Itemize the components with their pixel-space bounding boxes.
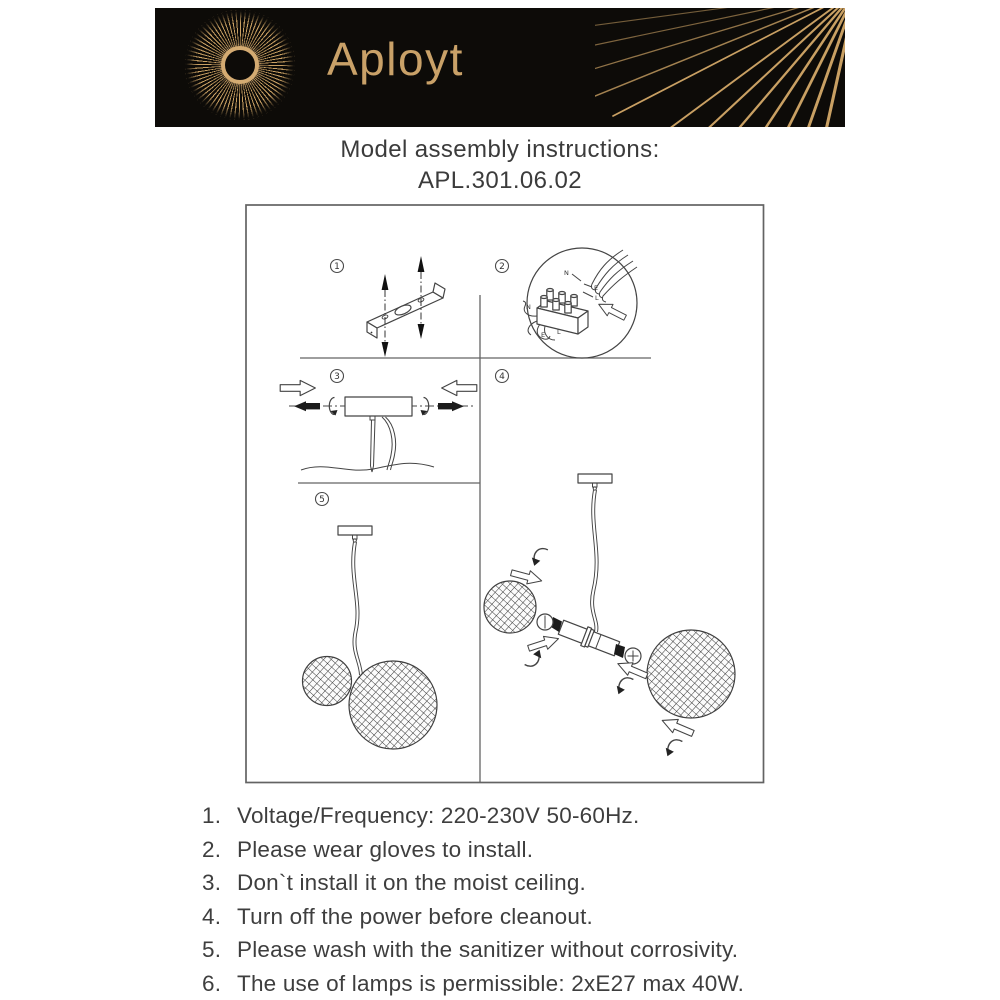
assembly-diagram bbox=[245, 204, 765, 784]
step-2-badge bbox=[496, 260, 509, 273]
wire-label-n: N bbox=[526, 303, 531, 311]
svg-text:5: 5 bbox=[319, 495, 325, 505]
item-text: Voltage/Frequency: 220-230V 50-60Hz. bbox=[237, 803, 640, 828]
instruction-item bbox=[0, 833, 1000, 867]
svg-text:1: 1 bbox=[334, 262, 340, 272]
assembly-diagram-canvas bbox=[245, 204, 765, 784]
screw bbox=[306, 403, 320, 409]
brand-name: Aployt bbox=[327, 33, 464, 85]
wire-label-l: L bbox=[595, 294, 599, 302]
item-number: 6. bbox=[202, 970, 222, 996]
instruction-item bbox=[0, 933, 1000, 967]
mesh-shade-small bbox=[303, 657, 352, 706]
corner-rays-icon bbox=[595, 8, 845, 127]
item-number: 3. bbox=[202, 870, 222, 895]
item-text: Don`t install it on the moist ceiling. bbox=[237, 870, 587, 895]
item-number: 4. bbox=[202, 903, 222, 929]
wire-label-n: N bbox=[564, 269, 569, 277]
ceiling-plate bbox=[578, 474, 612, 483]
step-5-badge bbox=[316, 493, 329, 506]
instruction-item bbox=[0, 967, 1000, 1000]
svg-text:2: 2 bbox=[499, 262, 505, 272]
item-text: The use of lamps is permissible: 2xE27 max 40W. bbox=[237, 970, 745, 996]
wire-label-e: E bbox=[594, 284, 599, 292]
mesh-shade-small bbox=[484, 581, 536, 633]
ceiling-plate bbox=[338, 526, 372, 535]
item-text: Please wash with the sanitizer without corrosivity. bbox=[237, 937, 739, 962]
screw bbox=[438, 403, 452, 409]
instruction-item bbox=[0, 900, 1000, 934]
item-text: Turn off the power before cleanout. bbox=[237, 903, 593, 929]
item-number: 2. bbox=[202, 836, 222, 862]
page-title: Model assembly instructions: bbox=[340, 136, 660, 163]
title-block bbox=[0, 134, 1000, 196]
item-number: 1. bbox=[202, 803, 222, 828]
item-number: 5. bbox=[202, 937, 222, 962]
model-number: APL.301.06.02 bbox=[417, 167, 582, 194]
ceiling-canopy bbox=[345, 397, 412, 416]
step-4-badge bbox=[496, 370, 509, 383]
sunburst-logo-icon bbox=[185, 10, 295, 120]
brand-banner bbox=[155, 8, 845, 127]
mesh-shade-large bbox=[349, 661, 437, 749]
instruction-list bbox=[0, 799, 1000, 1000]
svg-text:3: 3 bbox=[334, 372, 340, 382]
sunburst-ring bbox=[221, 46, 259, 84]
mesh-shade-large bbox=[647, 630, 735, 718]
instruction-item bbox=[0, 866, 1000, 900]
svg-text:4: 4 bbox=[499, 372, 505, 382]
instruction-item bbox=[0, 799, 1000, 833]
wire-label-e: E bbox=[541, 331, 546, 339]
wire-label-l: L bbox=[557, 328, 561, 336]
item-text: Please wear gloves to install. bbox=[237, 836, 534, 862]
step-1-badge bbox=[331, 260, 344, 273]
step-3-badge bbox=[331, 370, 344, 383]
